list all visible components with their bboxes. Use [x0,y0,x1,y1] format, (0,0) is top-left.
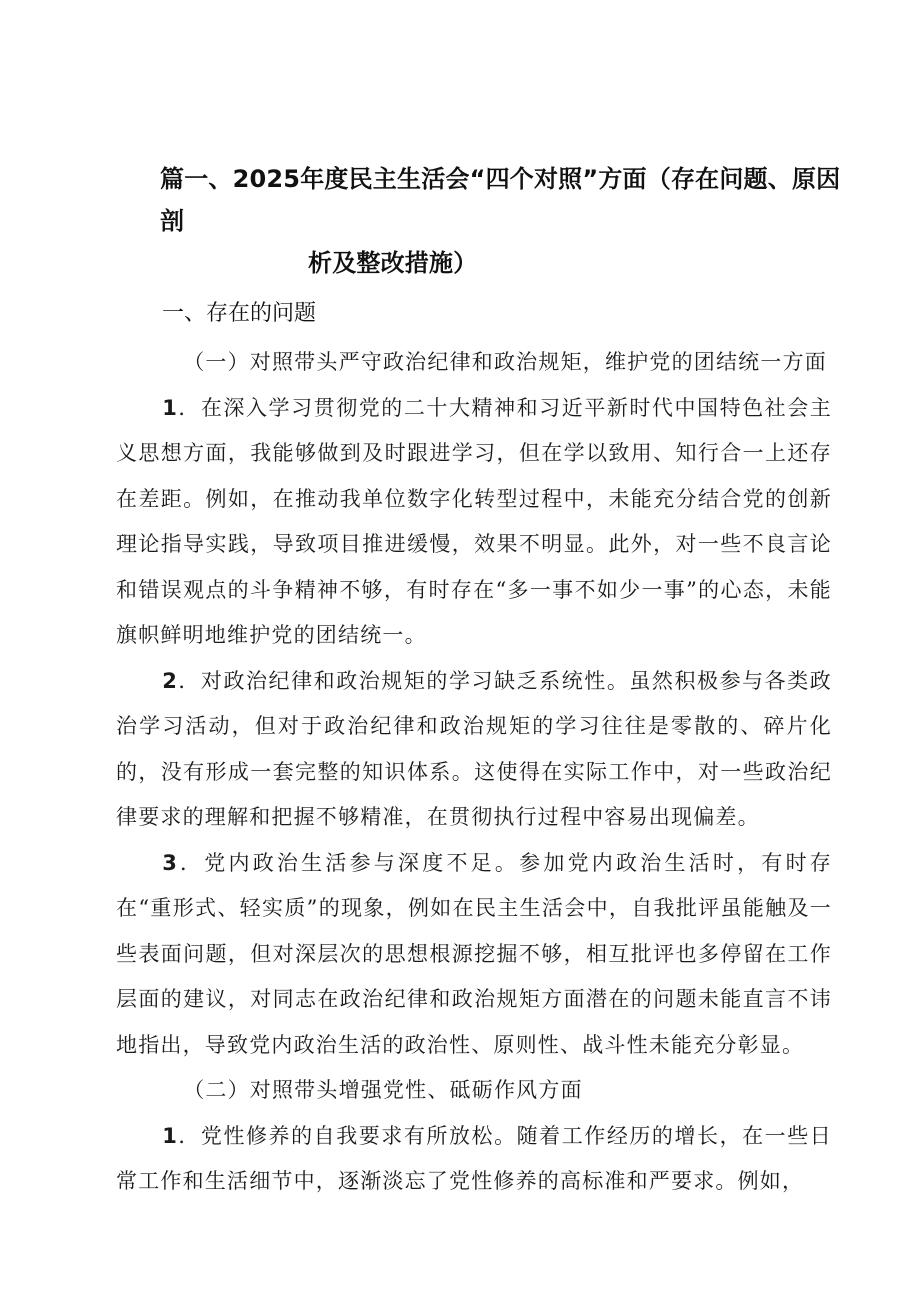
paragraph-item-sub2-1 [116,1114,832,1205]
item-number: 1 [162,1123,178,1148]
item-number: 3 [162,850,178,875]
title-line-2: 析及整改措施） [308,249,478,277]
section-heading-problems: 一、存在的问题 [162,301,317,326]
subsection-heading-1: （一）对照带头严守政治纪律和政治规矩，维护党的团结统一方面 [183,350,827,374]
title-line-1: 篇一、2025年度民主生活会“四个对照”方面（存在问题、原因剖 [160,165,841,235]
item-text: ．在深入学习贯彻党的二十大精神和习近平新时代中国特色社会主义思想方面，我能够做到及时跟进学习，但在学以致用、知行合一上还存在差距。例如，在推动我单位数字化转型过程中，未能充分结合党的创新理论指导实践，导致项目推进缓慢，效果不明显。此外，对一些不良言论和错误观点的斗争精神不够，有时存在“多一事不如少一事”的心态，未能旗帜鲜明地维护党的团结统一。 [116,395,832,647]
paragraph-item-2 [116,659,832,841]
item-number: 2 [162,668,178,693]
document-body [116,340,832,1205]
paragraph-item-1 [116,386,832,659]
subsection-heading-2: （二）对照带头增强党性、砥砺作风方面 [183,1078,583,1102]
document-title [160,158,850,284]
item-text: ．党内政治生活参与深度不足。参加党内政治生活时，有时存在“重形式、轻实质”的现象，例如在民主生活会中，自我批评虽能触及一些表面问题，但对深层次的思想根源挖掘不够，相互批评也多停留在工作层面的建议，对同志在政治纪律和政治规矩方面潜在的问题未能直言不讳地指出，导致党内政治生活的政治性、原则性、战斗性未能充分彰显。 [116,850,832,1057]
item-text: ．党性修养的自我要求有所放松。随着工作经历的增长，在一些日常工作和生活细节中，逐渐淡忘了党性修养的高标准和严要求。例如， [116,1123,832,1193]
item-number: 1 [162,395,178,420]
item-text: ．对政治纪律和政治规矩的学习缺乏系统性。虽然积极参与各类政治学习活动，但对于政治纪律和政治规矩的学习往往是零散的、碎片化的，没有形成一套完整的知识体系。这使得在实际工作中，对一些政治纪律要求的理解和把握不够精准，在贯彻执行过程中容易出现偏差。 [116,668,832,829]
paragraph-item-3 [116,841,832,1069]
